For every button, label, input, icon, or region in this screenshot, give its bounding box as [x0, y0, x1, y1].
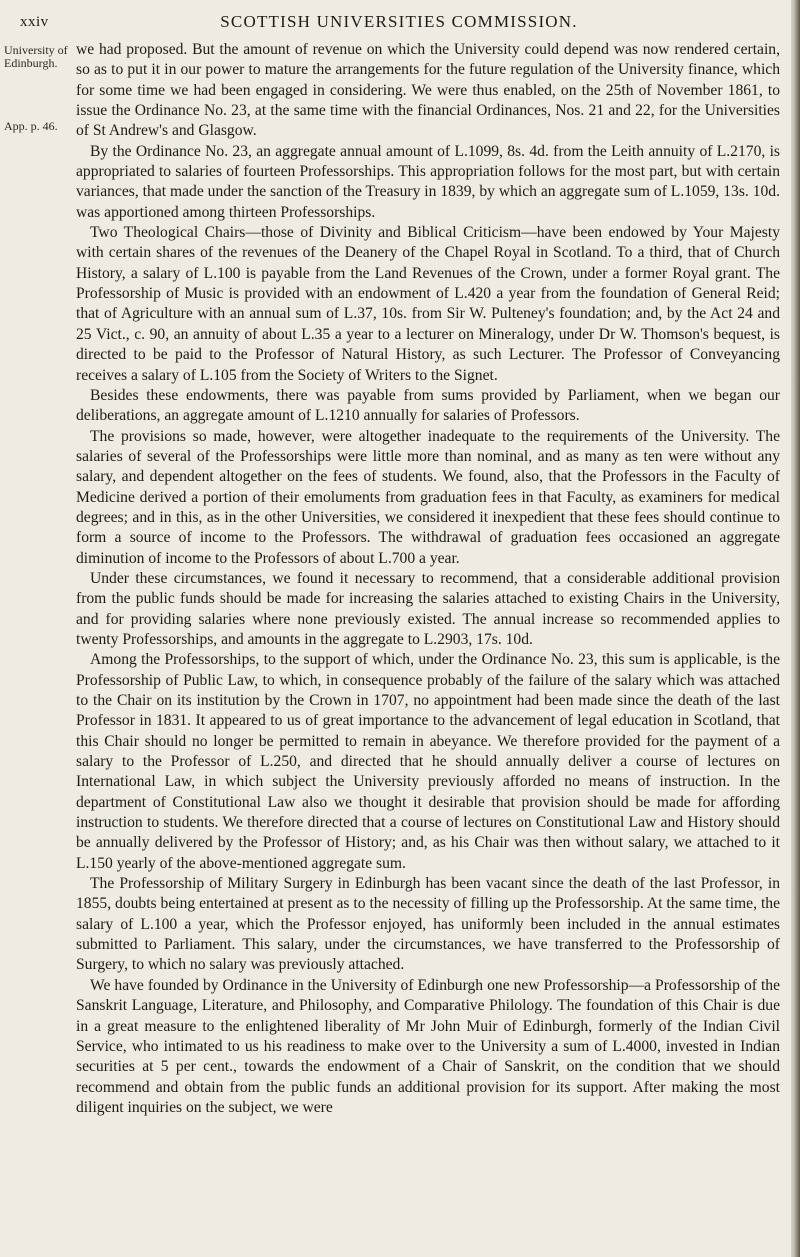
margin-note-university: University of Edinburgh. [4, 43, 68, 70]
body-text [76, 40, 780, 1118]
running-title: SCOTTISH UNIVERSITIES COMMISSION. [220, 12, 578, 31]
page-number: xxiv [20, 14, 49, 30]
page-header [20, 6, 778, 36]
paragraph: The Professorship of Military Surgery in Edinburgh has been vacant since the death of the last Professor, in 1855, doubts being entertained at present as to the necessity of filling up the Professorship. At the same time, the salary of L.100 a year, which the Professor enjoyed, has uniformly been included in the annual estimates submitted to Parliament. This salary, under the circumstances, we have transferred to the Professorship of Surgery, to which no salary was previously attached. [76, 875, 780, 974]
paragraph: By the Ordinance No. 23, an aggregate annual amount of L.1099, 8s. 4d. from the Leith annuity of L.2170, is appropriated to salaries of fourteen Professorships. This appropriation follows for the most part, but with certain variances, that made under the sanction of the Treasury in 1839, by which an aggregate sum of L.1059, 13s. 10d. was apportioned among thirteen Professorships. [76, 142, 780, 221]
page-edge-shadow [791, 0, 800, 1257]
paragraph: Among the Professorships, to the support of which, under the Ordinance No. 23, this sum is applicable, is the Professorship of Public Law, to which, in consequence probably of the failure of the salary which was attached to the Chair on its institution by the Crown in 1707, no appointment had been made since the death of the last Professor in 1831. It appeared to us of great importance to the advancement of legal education in Scotland, that this Chair should no longer be permitted to remain in abeyance. We therefore provided for the payment of a salary to the Professor of L.250, and directed that he should annually deliver a course of lectures on International Law, in which subject the University previously afforded no means of instruction. In the department of Constitutional Law also we thought it desirable that provision should be made for affording instruction to students. We therefore directed that a course of lectures on Constitutional Law and History should be annually delivered by the Professor of History; and, as his Chair was then without salary, we attached to it L.150 yearly of the above-mentioned aggregate sum. [76, 651, 780, 872]
paragraph: we had proposed. But the amount of revenue on which the University could depend was now rendered certain, so as to put it in our power to mature the arrangements for the future regulation of the University finance, which for some time we had been engaged in considering. We were thus enabled, on the 25th of November 1861, to issue the Ordinance No. 23, at the same time with the financial Ordinances, Nos. 21 and 22, for the Universities of St Andrew's and Glasgow. [76, 41, 780, 140]
paragraph: The provisions so made, however, were altogether inadequate to the requirements of the University. The salaries of several of the Professorships were little more than nominal, and as many as ten were without any salary, and dependent altogether on the fees of students. We found, also, that the Professors in the Faculty of Medicine derived a portion of their emoluments from graduation fees in that Faculty, as examiners for medical degrees; and in this, as in the other Universities, we considered it inexpedient that these fees should continue to form a source of income to the Professors. The withdrawal of graduation fees occasioned an aggregate diminution of income to the Professors of about L.700 a year. [76, 427, 780, 567]
paragraph: We have founded by Ordinance in the University of Edinburgh one new Professorship—a Professorship of the Sanskrit Language, Literature, and Philosophy, and Comparative Philology. The foundation of this Chair is due in a great measure to the enlightened liberality of Mr John Muir of Edinburgh, formerly of the Indian Civil Service, who intimated to us his readiness to make over to the University a sum of L.4000, invested in Indian securities at 5 per cent., towards the endowment of a Chair of Sanskrit, on the condition that we should recommend and obtain from the public funds an additional provision for its support. After making the most diligent inquiries on the subject, we were [76, 976, 780, 1116]
margin-note-appendix: App. p. 46. [4, 119, 58, 133]
paragraph: Two Theological Chairs—those of Divinity and Biblical Criticism—have been endowed by Your Majesty with certain shares of the revenues of the Deanery of the Chapel Royal in Scotland. To a third, that of Church History, a salary of L.100 is payable from the Land Revenues of the Crown, under a former Royal grant. The Professorship of Music is provided with an endowment of L.420 a year from the foundation of General Reid; that of Agriculture with an annual sum of L.37, 10s. from Sir W. Pulteney's foundation; and, by the Act 24 and 25 Vict., c. 90, an annuity of about L.35 a year to a lecturer on Mineralogy, under Dr W. Thomson's bequest, is directed to be paid to the Professor of Natural History, as such Lecturer. The Professor of Conveyancing receives a salary of L.105 from the Society of Writers to the Signet. [76, 224, 780, 384]
paragraph: Under these circumstances, we found it necessary to recommend, that a considerable additional provision from the public funds should be made for increasing the salaries attached to existing Chairs in the University, and for providing salaries where none previously existed. The annual increase so recommended applies to twenty Professorships, and amounts in the aggregate to L.2903, 17s. 10d. [76, 569, 780, 648]
paragraph: Besides these endowments, there was payable from sums provided by Parliament, when we began our deliberations, an aggregate amount of L.1210 annually for salaries of Professors. [76, 386, 780, 425]
